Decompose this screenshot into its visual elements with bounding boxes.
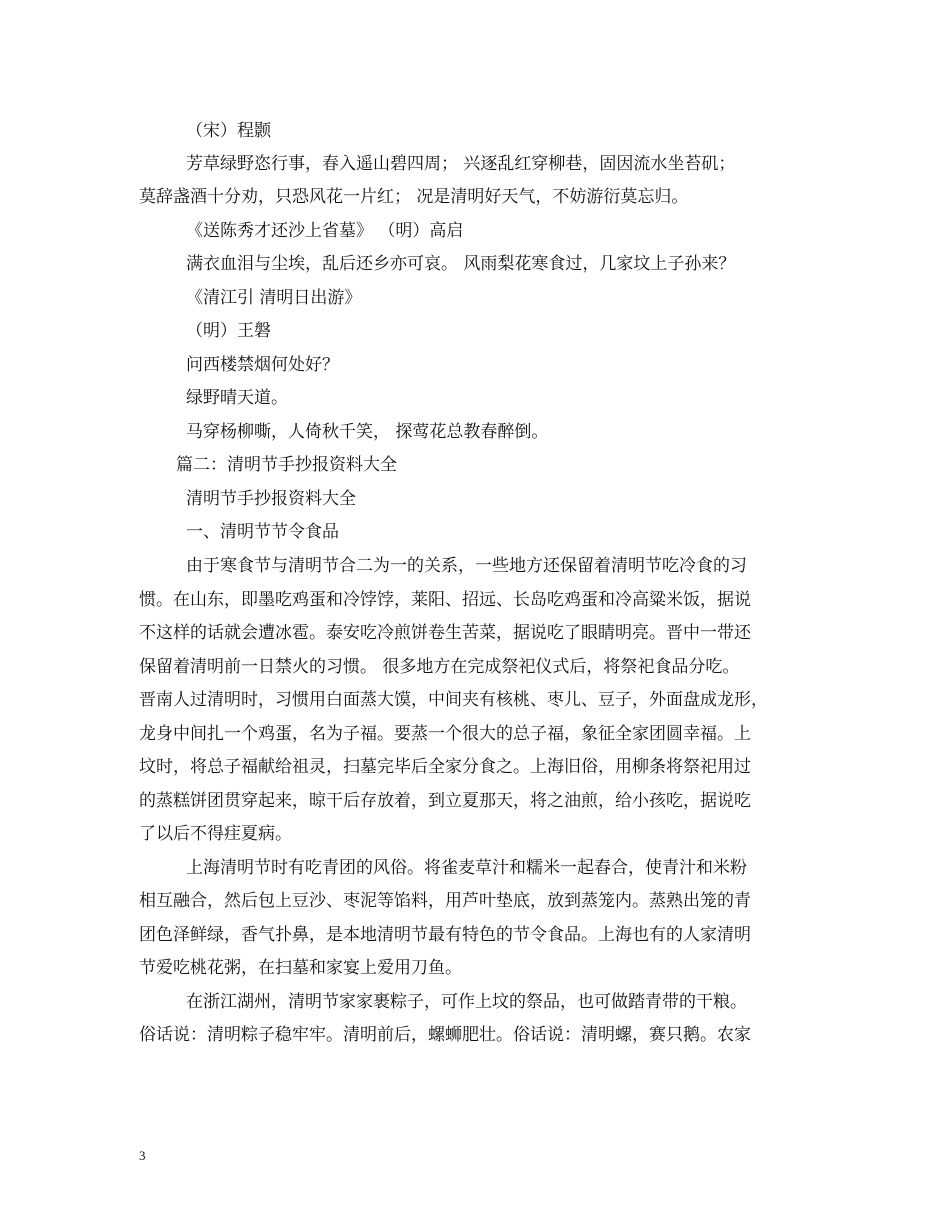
paragraph-line: 保留着清明前一日禁火的习惯。 很多地方在完成祭祀仪式后，将祭祀食品分吃。 (139, 657, 740, 677)
paragraph-line: 龙身中间扎一个鸡蛋，名为子福。要蒸一个很大的总子福，象征全家团圆幸福。上 (139, 724, 751, 744)
poem-author-line: （宋）程颢 (186, 121, 271, 141)
paragraph-line: 不这样的话就会遭冰雹。泰安吃冷煎饼卷生苦菜，据说吃了眼睛明亮。晋中一带还 (139, 623, 751, 643)
paragraph-line: 惯。在山东，即墨吃鸡蛋和冷饽饽，莱阳、招远、长岛吃鸡蛋和冷高粱米饭，据说 (139, 590, 751, 610)
paragraph-line: 坟时，将总子福献给祖灵，扫墓完毕后全家分食之。上海旧俗，用柳条将祭祀用过 (139, 757, 751, 777)
poem-title-line: 《清江引 清明日出游》 (186, 288, 362, 308)
paragraph-line: 上海清明节时有吃青团的风俗。将雀麦草汁和糯米一起舂合，使青汁和米粉 (186, 858, 747, 878)
paragraph-line: 在浙江湖州，清明节家家裹粽子，可作上坟的祭品，也可做踏青带的干粮。 (186, 992, 747, 1012)
poem-line: 芳草绿野恣行事，春入遥山碧四周； 兴逐乱红穿柳巷，固因流水坐苔矶； (186, 154, 736, 174)
poem-author-line: （明）王磐 (186, 321, 271, 341)
section-heading: 篇二：清明节手抄报资料大全 (176, 455, 397, 475)
paragraph-line: 了以后不得疰夏病。 (139, 824, 292, 844)
paragraph-line: 由于寒食节与清明节合二为一的关系，一些地方还保留着清明节吃冷食的习 (186, 556, 747, 576)
paragraph-line: 团色泽鲜绿，香气扑鼻，是本地清明节最有特色的节令食品。上海也有的人家清明 (139, 925, 751, 945)
poem-line: 莫辞盏酒十分劝，只恐风花一片红； 况是清明好天气，不妨游衍莫忘归。 (139, 187, 689, 207)
poem-line: 问西楼禁烟何处好？ (186, 355, 339, 375)
paragraph-line: 晋南人过清明时，习惯用白面蒸大馍，中间夹有核桃、枣儿、豆子，外面盘成龙形， (139, 690, 768, 710)
article-title: 清明节手抄报资料大全 (186, 489, 356, 509)
poem-line: 绿野晴天道。 (186, 388, 288, 408)
page-number: 3 (139, 1148, 146, 1163)
poem-line: 马穿杨柳嘶，人倚秋千笑， 探莺花总教春醉倒。 (186, 422, 549, 442)
paragraph-line: 的蒸糕饼团贯穿起来，晾干后存放着，到立夏那天，将之油煎，给小孩吃，据说吃 (139, 791, 751, 811)
poem-line: 满衣血泪与尘埃，乱后还乡亦可哀。 风雨梨花寒食过，几家坟上子孙来？ (186, 254, 736, 274)
paragraph-line: 相互融合，然后包上豆沙、枣泥等馅料，用芦叶垫底，放到蒸笼内。蒸熟出笼的青 (139, 891, 751, 911)
paragraph-line: 俗话说：清明粽子稳牢牢。清明前后，螺蛳肥壮。俗话说：清明螺，赛只鹅。农家 (139, 1025, 751, 1045)
paragraph-line: 节爱吃桃花粥，在扫墓和家宴上爱用刀鱼。 (139, 958, 462, 978)
subsection-heading: 一、清明节节令食品 (186, 522, 339, 542)
poem-title-line: 《送陈秀才还沙上省墓》 （明）高启 (186, 221, 464, 241)
